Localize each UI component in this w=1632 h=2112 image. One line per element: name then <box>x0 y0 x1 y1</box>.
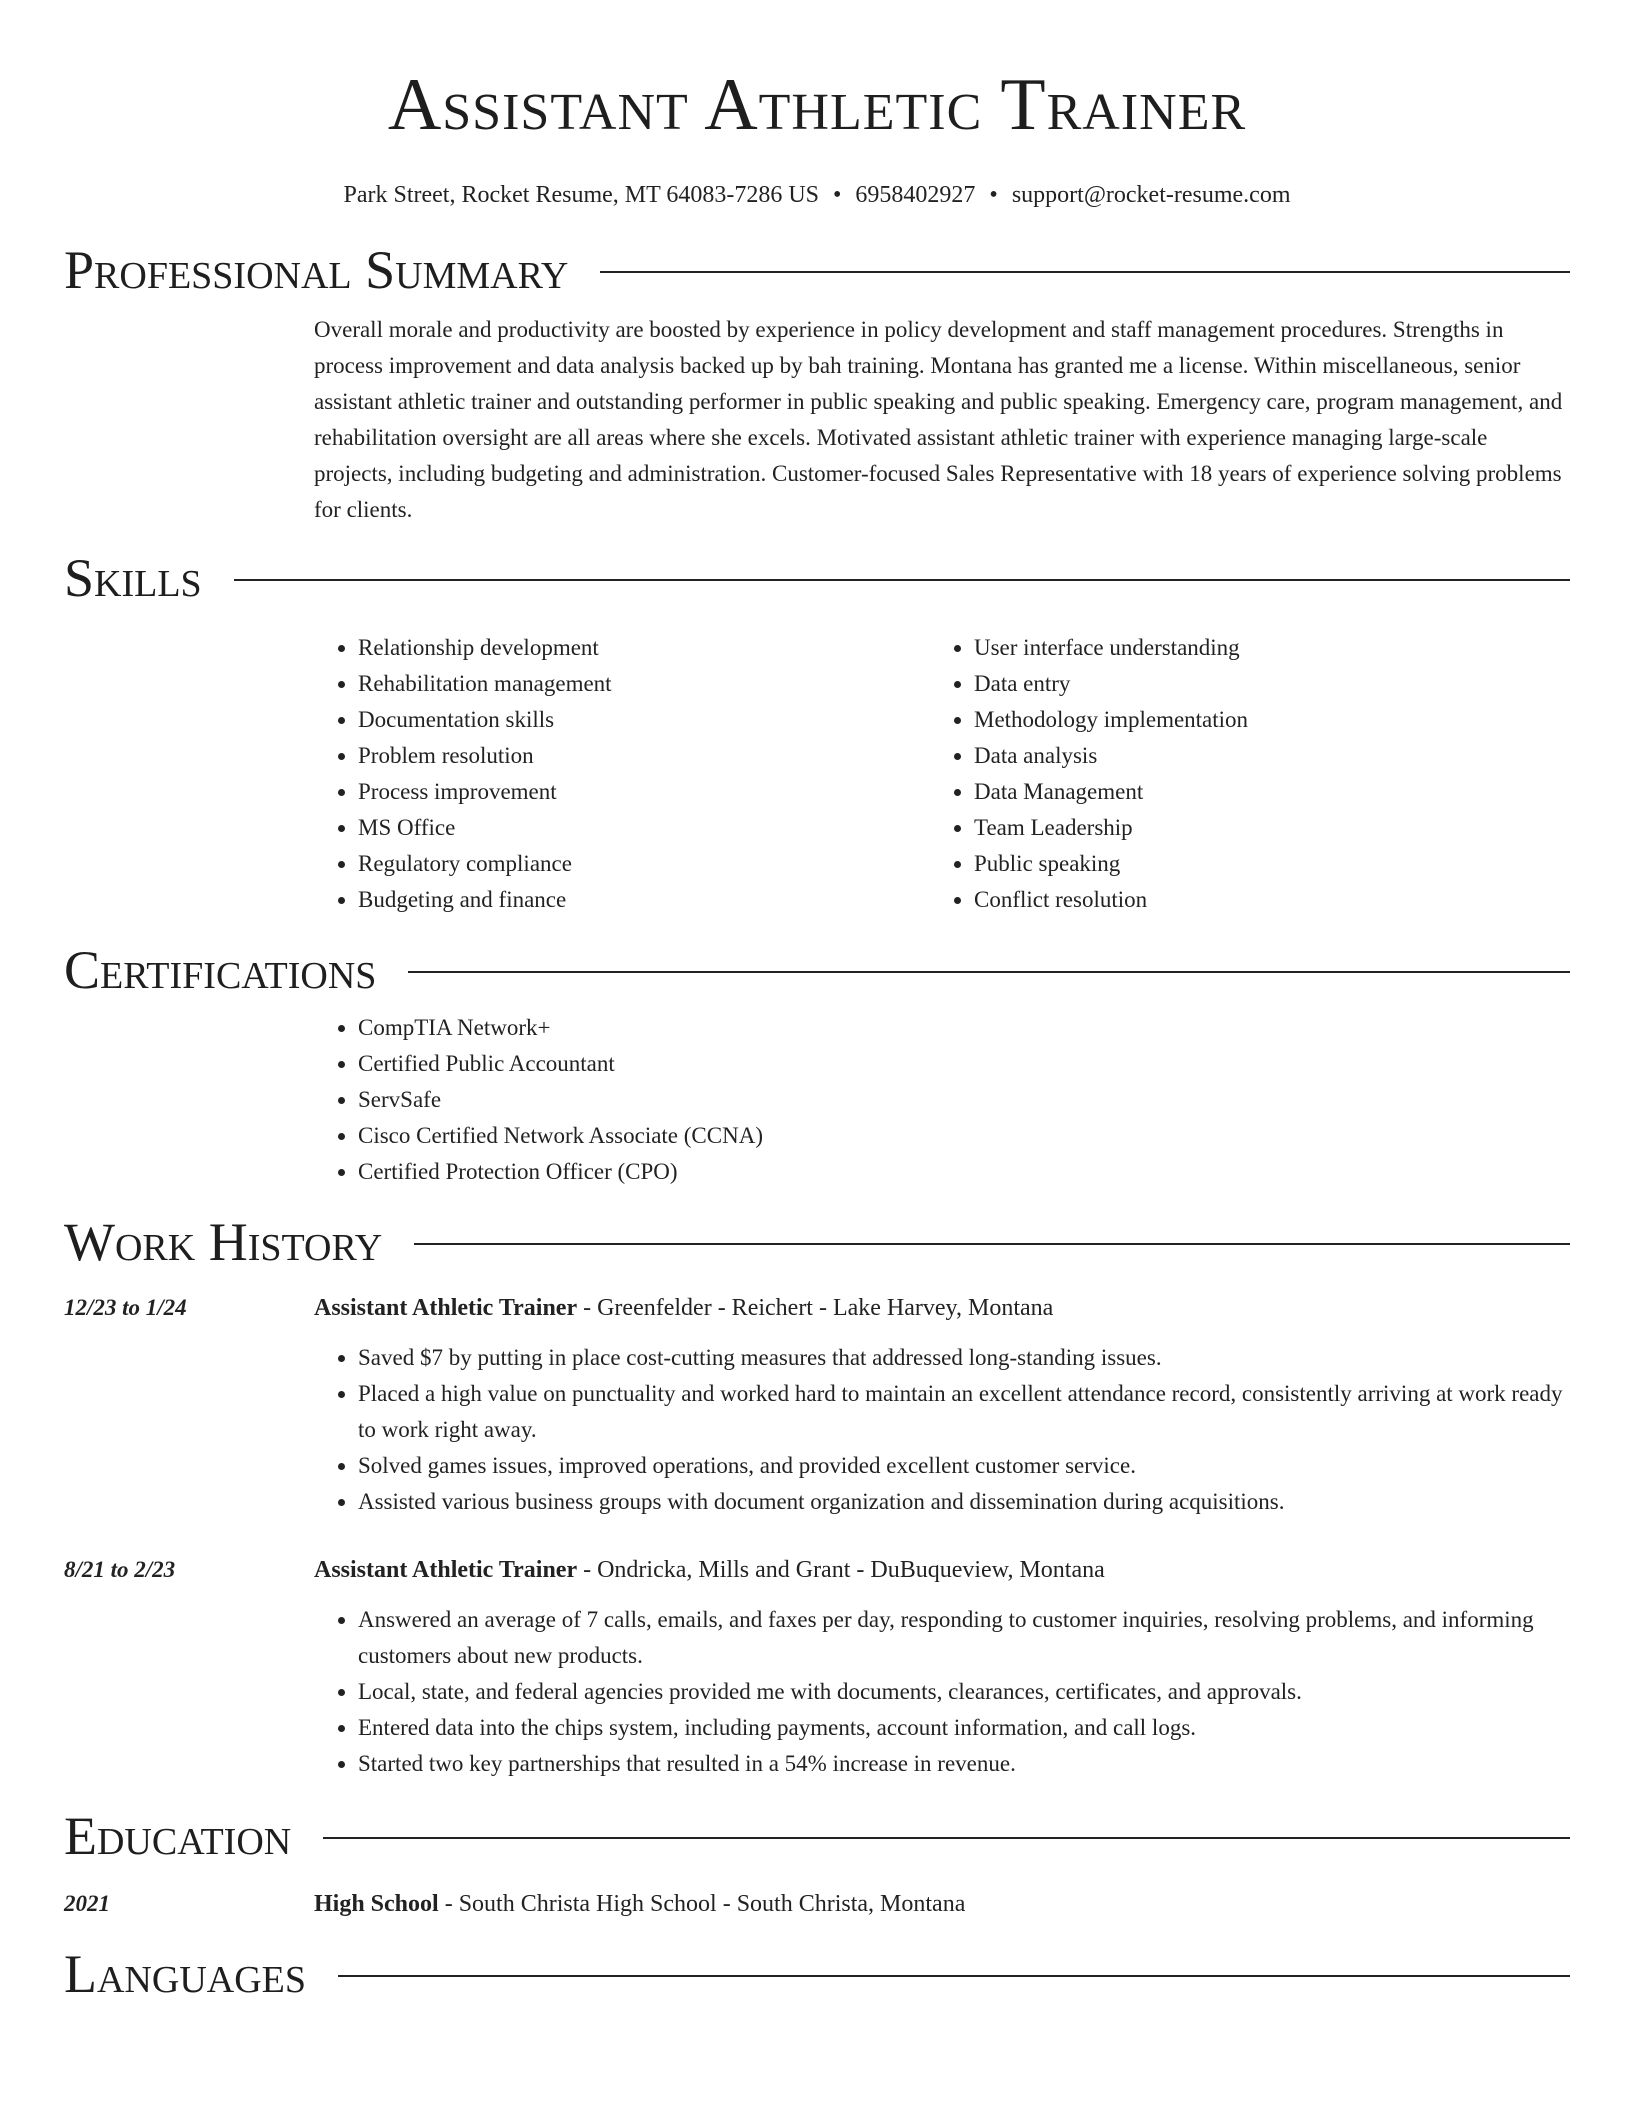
skill-item: • Problem resolution <box>358 738 930 774</box>
education-degree: High School <box>314 1891 439 1917</box>
skill-item: • Rehabilitation management <box>358 666 930 702</box>
education-school: - South Christa High School - South Christa, Montana <box>438 1891 966 1917</box>
skill-item: • Data Management <box>974 774 1546 810</box>
skills-column-right <box>930 630 1546 918</box>
certifications-section-header <box>64 940 1570 1000</box>
education-heading: Education <box>64 1806 292 1866</box>
work-heading: Work History <box>64 1212 383 1272</box>
section-divider <box>338 1975 1570 1977</box>
skill-item: • Public speaking <box>974 846 1546 882</box>
contact-separator: • <box>989 182 998 208</box>
job-bullet: • Solved games issues, improved operations, and provided excellent customer service. <box>358 1448 1570 1484</box>
skill-item: • Documentation skills <box>358 702 930 738</box>
languages-section-header <box>64 1944 1570 2004</box>
section-divider <box>600 271 1570 273</box>
job-entry <box>64 1552 1570 1782</box>
education-year: 2021 <box>64 1891 110 1916</box>
section-divider <box>234 579 1570 581</box>
certification-item: • ServSafe <box>358 1082 1570 1118</box>
phone: 6958402927 <box>855 182 976 208</box>
languages-heading: Languages <box>64 1944 306 2004</box>
job-bullet: • Local, state, and federal agencies provided me with documents, clearances, certificates, and approvals. <box>358 1674 1570 1710</box>
skill-item: • Regulatory compliance <box>358 846 930 882</box>
skills-column-left <box>314 630 930 918</box>
skill-item: • Methodology implementation <box>974 702 1546 738</box>
job-bullet: • Entered data into the chips system, including payments, account information, and call logs. <box>358 1710 1570 1746</box>
job-dates: 8/21 to 2/23 <box>64 1557 176 1582</box>
certification-item: • Certified Public Accountant <box>358 1046 1570 1082</box>
skill-item: • MS Office <box>358 810 930 846</box>
job-bullet: • Saved $7 by putting in place cost-cutting measures that addressed long-standing issues. <box>358 1340 1570 1376</box>
job-details <box>314 1552 1570 1782</box>
job-bullet: • Placed a high value on punctuality and worked hard to maintain an excellent attendance record, consistently arriving at work ready to work right away. <box>358 1376 1570 1448</box>
summary-text: Overall morale and productivity are boosted by experience in policy development and staff management procedures. Strengths in process improvement and data analysis backed up by bah training. Montana has granted me a license. Within miscellaneous, senior assistant athletic trainer and outstanding performer in public speaking and public speaking. Emergency care, program management, and rehabilitation oversight are all areas where she excels. Motivated assistant athletic trainer with experience managing large-scale projects, including budgeting and administration. Customer-focused Sales Representative with 18 years of experience solving problems for clients. <box>314 317 1563 522</box>
resume-name: Assistant Athletic Trainer <box>387 64 1247 146</box>
resume-page <box>64 0 1570 2004</box>
skill-item: • Conflict resolution <box>974 882 1546 918</box>
email: support@rocket-resume.com <box>1011 182 1291 208</box>
summary-heading: Professional Summary <box>64 240 569 300</box>
summary-section-header <box>64 240 1570 300</box>
certification-item: • Certified Protection Officer (CPO) <box>358 1154 1570 1190</box>
job-position: Assistant Athletic Trainer <box>314 1295 578 1321</box>
job-bullet: • Answered an average of 7 calls, emails, and faxes per day, responding to customer inquiries, resolving problems, and informing customers about new products. <box>358 1602 1570 1674</box>
job-dates: 12/23 to 1/24 <box>64 1295 187 1320</box>
work-section-header <box>64 1212 1570 1272</box>
skill-item: • User interface understanding <box>974 630 1546 666</box>
skill-item: • Data entry <box>974 666 1546 702</box>
skill-item: • Relationship development <box>358 630 930 666</box>
job-bullet: • Assisted various business groups with document organization and dissemination during acquisitions. <box>358 1484 1570 1520</box>
certifications-heading: Certifications <box>64 940 377 1000</box>
section-divider <box>408 971 1570 973</box>
section-divider <box>323 1837 1570 1839</box>
contact-separator: • <box>833 182 842 208</box>
job-position: Assistant Athletic Trainer <box>314 1557 578 1583</box>
summary-body <box>314 312 1570 528</box>
address: Park Street, Rocket Resume, MT 64083-7286 US <box>343 182 819 208</box>
certification-item: • CompTIA Network+ <box>358 1010 1570 1046</box>
job-company: - Ondricka, Mills and Grant - DuBuqueview, Montana <box>577 1557 1105 1583</box>
certifications-body <box>314 1010 1570 1190</box>
skill-item: • Team Leadership <box>974 810 1546 846</box>
job-entry <box>64 1290 1570 1520</box>
skills-grid <box>314 630 1570 918</box>
education-line <box>314 1886 1570 1922</box>
skills-section-header <box>64 548 1570 608</box>
skills-heading: Skills <box>64 548 202 608</box>
contact-line <box>64 180 1570 210</box>
education-section-header <box>64 1806 1570 1866</box>
job-details <box>314 1290 1570 1520</box>
skill-item: • Budgeting and finance <box>358 882 930 918</box>
skill-item: • Process improvement <box>358 774 930 810</box>
skill-item: • Data analysis <box>974 738 1546 774</box>
section-divider <box>414 1243 1570 1245</box>
certification-item: • Cisco Certified Network Associate (CCNA) <box>358 1118 1570 1154</box>
job-company: - Greenfelder - Reichert - Lake Harvey, Montana <box>577 1295 1054 1321</box>
job-bullet: • Started two key partnerships that resulted in a 54% increase in revenue. <box>358 1746 1570 1782</box>
job-title-line <box>314 1290 1570 1326</box>
education-entry <box>64 1886 1570 1922</box>
skills-body <box>314 630 1570 918</box>
job-title-line <box>314 1552 1570 1588</box>
